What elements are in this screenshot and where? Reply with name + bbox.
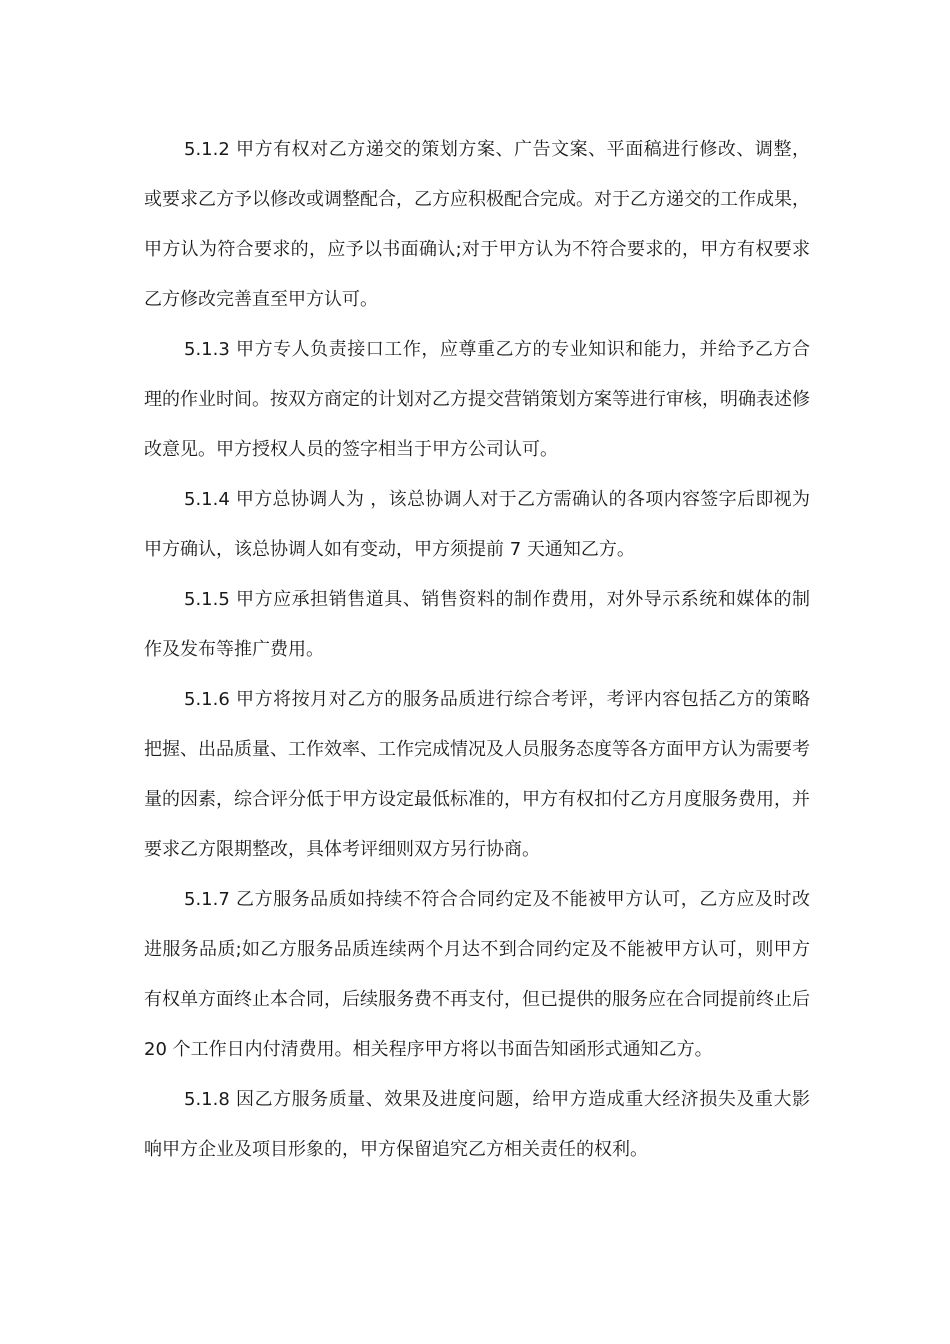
- clause-5-1-6: 5.1.6 甲方将按月对乙方的服务品质进行综合考评，考评内容包括乙方的策略把握、出品质量、工作效率、工作完成情况及人员服务态度等各方面甲方认为需要考量的因素，综合评分低于甲方设定最低标准的，甲方有权扣付乙方月度服务费用，并要求乙方限期整改，具体考评细则双方另行协商。: [144, 689, 810, 860]
- clause-5-1-2: 5.1.2 甲方有权对乙方递交的策划方案、广告文案、平面稿进行修改、调整，或要求乙方予以修改或调整配合，乙方应积极配合完成。对于乙方递交的工作成果，甲方认为符合要求的，应予以书面确认;对于甲方认为不符合要求的，甲方有权要求乙方修改完善直至甲方认可。: [144, 139, 810, 310]
- clause-5-1-3: 5.1.3 甲方专人负责接口工作，应尊重乙方的专业知识和能力，并给予乙方合理的作业时间。按双方商定的计划对乙方提交营销策划方案等进行审核，明确表述修改意见。甲方授权人员的签字相当于甲方公司认可。: [144, 339, 810, 460]
- clause-5-1-7: 5.1.7 乙方服务品质如持续不符合合同约定及不能被甲方认可，乙方应及时改进服务品质;如乙方服务品质连续两个月达不到合同约定及不能被甲方认可，则甲方有权单方面终止本合同，后续服务费不再支付，但已提供的服务应在合同提前终止后 20 个工作日内付清费用。相关程序甲方将以书面告知函形式通知乙方。: [144, 889, 810, 1060]
- clause-5-1-8: 5.1.8 因乙方服务质量、效果及进度问题，给甲方造成重大经济损失及重大影响甲方企业及项目形象的，甲方保留追究乙方相关责任的权利。: [144, 1089, 810, 1160]
- clause-5-1-5: 5.1.5 甲方应承担销售道具、销售资料的制作费用，对外导示系统和媒体的制作及发布等推广费用。: [144, 589, 810, 660]
- clause-5-1-4: 5.1.4 甲方总协调人为 ，该总协调人对于乙方需确认的各项内容签字后即视为甲方确认，该总协调人如有变动，甲方须提前 7 天通知乙方。: [144, 489, 810, 560]
- contract-body: [144, 125, 810, 1175]
